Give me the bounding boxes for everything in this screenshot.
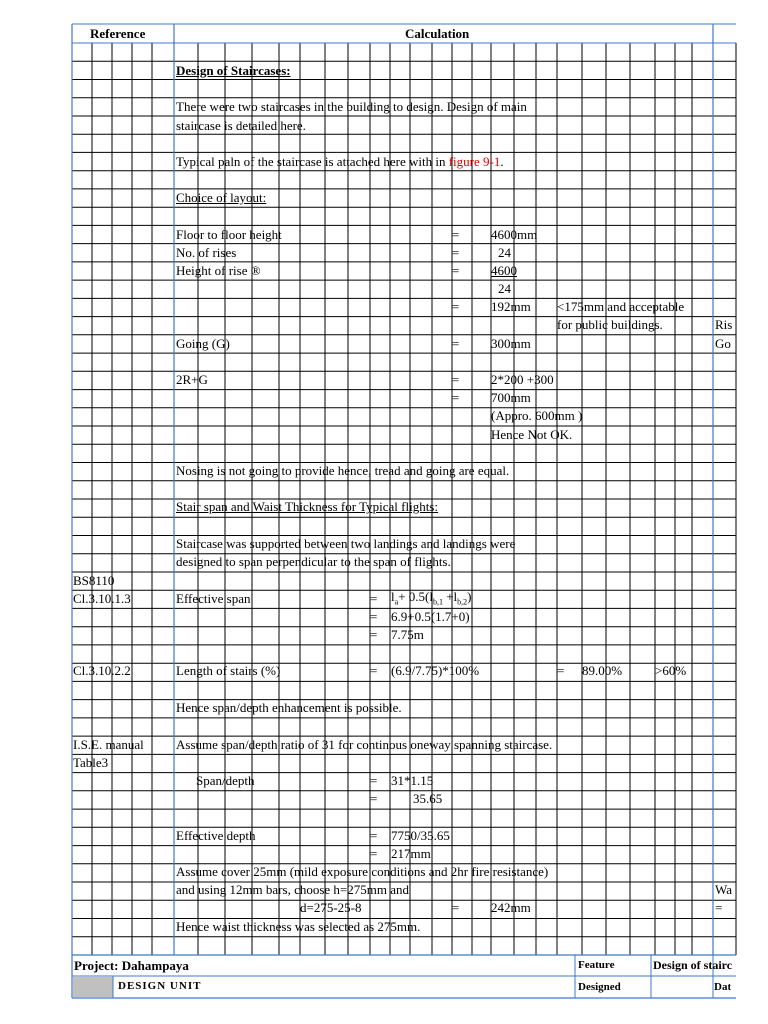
formula-close: ) — [467, 589, 472, 604]
feature-value: Design of stairc — [653, 958, 733, 972]
floor-height-value: 4600mm — [491, 227, 538, 242]
rise-result-eq: = — [452, 299, 460, 314]
enhancement-text: Hence span/depth enhancement is possible. — [176, 700, 402, 715]
stairs-length-comparison: >60% — [655, 663, 687, 678]
rise-note-1: <175mm and acceptable — [557, 299, 685, 314]
rise-note-2: for public buildings. — [557, 317, 663, 332]
effective-span-formula — [391, 589, 472, 610]
reference-bs8110: BS8110 — [73, 573, 115, 588]
effective-span-expression: 6.9+0.5(1.7+0) — [391, 609, 470, 624]
calculation-column-header: Calculation — [405, 26, 470, 41]
right-margin-text-4: = — [715, 900, 723, 915]
two-r-g-approx: (Appro. 600mm ) — [491, 408, 583, 423]
d-eq: = — [452, 900, 460, 915]
rises-eq: = — [452, 245, 460, 260]
date-label: Dat — [714, 981, 732, 993]
effective-span-eq-2: = — [370, 609, 378, 624]
rise-result-value: 192mm — [491, 299, 531, 314]
two-r-g-value: 700mm — [491, 390, 531, 405]
span-heading: Stair span and Waist Thickness for Typical flights: — [176, 499, 438, 514]
floor-height-eq: = — [452, 227, 460, 242]
rises-value: 24 — [498, 245, 511, 260]
right-margin-text-3: Wa — [715, 882, 732, 897]
project-title: Project: Dahampaya — [74, 958, 189, 973]
stairs-length-eq-2: = — [557, 663, 565, 678]
reference-clause-2: Cl.3.10.2.2 — [73, 663, 131, 678]
cover-line-1: Assume cover 25mm (mild exposure conditions and 2hr fire resistance) — [176, 864, 549, 879]
span-depth-eq-2: = — [370, 791, 378, 806]
effective-span-eq-3: = — [370, 627, 378, 642]
nosing-text: Nosing is not going to provide hence, tread and going are equal. — [176, 463, 510, 478]
right-margin-text-2: Go — [715, 336, 731, 351]
d-expression: d=275-25-8 — [300, 900, 362, 915]
floor-height-label: Floor to floor height — [176, 227, 282, 242]
intro-line-2: staircase is detailed here. — [176, 118, 306, 133]
going-eq: = — [452, 336, 460, 351]
plan-text: Typical paln of the staircase is attached here with in — [176, 154, 449, 169]
effective-span-label: Effective span — [176, 591, 251, 606]
two-r-g-expression: 2*200 +300 — [491, 372, 554, 387]
formula-plus: +l — [442, 589, 458, 604]
reference-column-header: Reference — [90, 26, 146, 41]
rise-height-eq: = — [452, 263, 460, 278]
stairs-length-eq: = — [370, 663, 378, 678]
span-depth-expression: 31*1.15 — [391, 773, 434, 788]
cover-line-2: and using 12mm bars, choose h=275mm and — [176, 882, 409, 897]
formula-lb2-sub: b,2 — [457, 597, 468, 607]
formula-lb1-sub: b,1 — [432, 597, 443, 607]
rise-height-label: Height of rise ® — [176, 263, 261, 278]
two-r-g-result: Hence Not OK. — [491, 427, 573, 442]
reference-ise-manual: I.S.E. manual — [73, 737, 144, 752]
stairs-length-value: 89.00% — [582, 663, 623, 678]
effective-depth-expression: 7750/35.65 — [391, 828, 450, 843]
intro-line-1: There were two staircases in the building to design. Design of main — [176, 99, 527, 114]
span-depth-eq: = — [370, 773, 378, 788]
effective-depth-eq-2: = — [370, 846, 378, 861]
formula-mid: + 0.5(l — [398, 589, 433, 604]
formula-la: l — [391, 589, 395, 604]
waist-thickness-text: Hence waist thickness was selected as 275mm. — [176, 919, 421, 934]
d-value: 242mm — [491, 900, 531, 915]
figure-link[interactable]: figure 9-1 — [448, 154, 501, 169]
design-unit-label: DESIGN UNIT — [118, 980, 202, 992]
rise-height-numerator: 4600 — [491, 263, 517, 278]
going-value: 300mm — [491, 336, 531, 351]
effective-depth-label: Effective depth — [176, 828, 256, 843]
two-r-g-eq-2: = — [452, 390, 460, 405]
effective-depth-eq: = — [370, 828, 378, 843]
layout-heading: Choice of layout: — [176, 190, 267, 205]
effective-depth-value: 217mm — [391, 846, 431, 861]
design-unit-gray-cell — [73, 977, 113, 997]
two-r-g-eq: = — [452, 372, 460, 387]
rises-label: No. of rises — [176, 245, 237, 260]
plan-suffix: . — [500, 154, 504, 169]
span-depth-value: 35.65 — [413, 791, 443, 806]
formula-la-sub: a — [394, 597, 399, 607]
right-margin-text-1: Ris — [715, 317, 733, 332]
span-depth-label: Span/depth — [196, 773, 255, 788]
reference-table: Table3 — [73, 755, 109, 770]
rise-height-denominator: 24 — [498, 281, 511, 296]
two-r-g-label: 2R+G — [176, 372, 208, 387]
going-label: Going (G) — [176, 336, 230, 351]
section-title: Design of Staircases: — [176, 63, 291, 78]
support-line-2: designed to span perpendicular to the span of flights. — [176, 554, 451, 569]
support-line-1: Staircase was supported between two landings and landings were — [176, 536, 516, 551]
effective-span-eq: = — [370, 591, 378, 606]
stairs-length-label: Length of stairs (%) — [176, 663, 281, 678]
plan-reference — [176, 154, 504, 169]
reference-clause-1: Cl.3.10.1.3 — [73, 591, 131, 606]
effective-span-value: 7.75m — [391, 627, 424, 642]
designed-label: Designed — [578, 981, 621, 993]
assume-ratio-text: Assume span/depth ratio of 31 for continous oneway spanning staircase. — [176, 737, 553, 752]
feature-label: Feature — [578, 959, 615, 971]
stairs-length-expression: (6.9/7.75)*100% — [391, 663, 480, 678]
